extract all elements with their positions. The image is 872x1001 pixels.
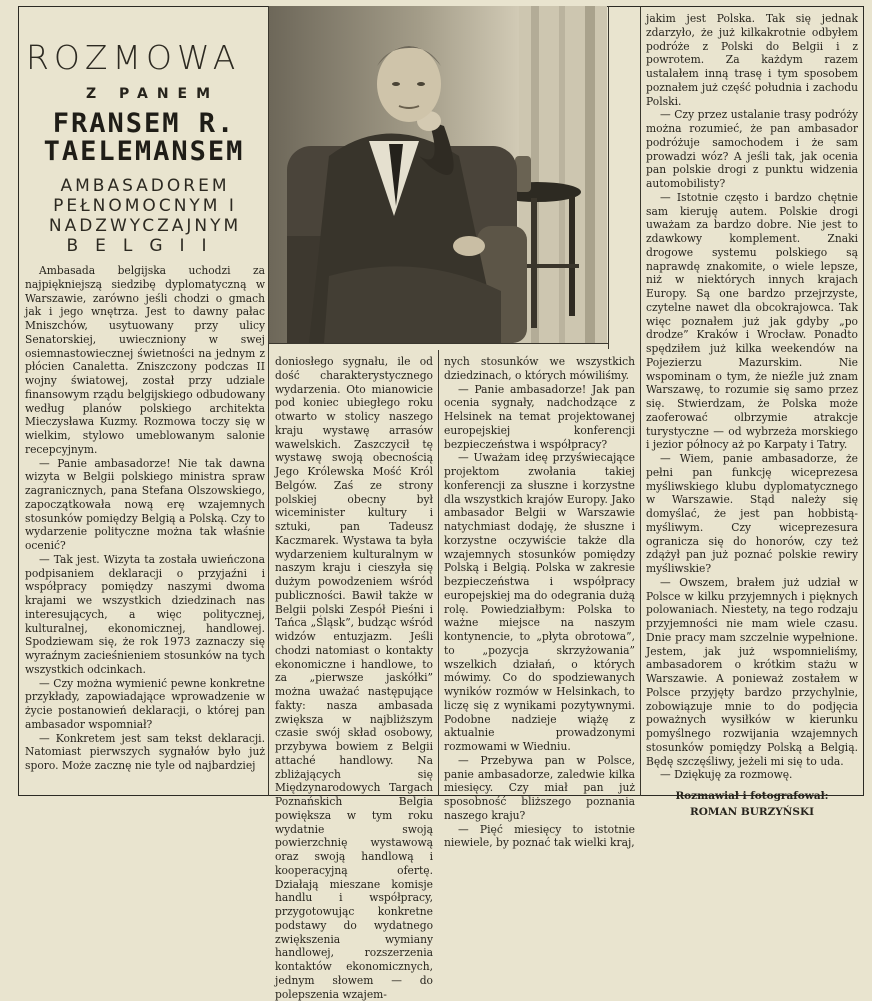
closing-line: — Dziękuję za rozmowę.	[660, 768, 793, 782]
answer-paragraph: — Konkretem jest sam tekst deklaracji. Natomiast pierwszych sygnałów było już sporo. Może zacznę nie tyle od najbardziej	[25, 731, 265, 772]
headline-name-2: TAELEMANSEM	[43, 136, 245, 167]
photo-rule	[268, 343, 608, 344]
question-paragraph: — Panie ambasadorze! Jak pan ocenia sygnały, nadchodzące z Helsinek na temat projektowanej europejskiej konferencji bezpieczeństwa i współpracy?	[444, 382, 635, 451]
byline-label: Rozmawiał i fotografował:	[675, 790, 829, 802]
subheading-line-2: PEŁNOMOCNYM I	[53, 196, 237, 216]
question-paragraph: — Panie ambasadorze! Nie tak dawna wizyta w Belgii polskiego ministra spraw zagranicznych, pana Stefana Olszowskiego, zapoczątkowała nową erę wzajemnych stosunków pomiędzy Belgią a Polską. Czy to wydarzenie polityczne można tak właśnie ocenić?	[25, 456, 265, 552]
text-column-4	[646, 12, 858, 820]
kicker-subtitle: Z PANEM	[86, 86, 220, 102]
answer-paragraph: doniosłego sygnału, ile od dość charakterystycznego wydarzenia. Oto mianowicie pod koniec ubiegłego roku otwarto w stolicy naszego kraju wystawę arrasów wawelskich. Zaszczycił tę wystawę swoją obecnością Jego Królewska Mość Król Belgów. Zaś ze strony polskiej obecny był wiceminister kultury i sztuki, pan Tadeusz Kaczmarek. Wystawa ta była wydarzeniem kulturalnym w naszym kraju i cieszyła się dużym powodzeniem wśród publiczności. Bawił także w Belgii polski Zespół Pieśni i Tańca „Śląsk”, budząc wśród widzów entuzjazm. Jeśli chodzi natomiast o kontakty ekonomiczne i handlowe, to za „pierwsze jaskółki” można uważać następujące fakty: nasza ambasada zwiększa w najbliższym czasie swój skład osobowy, przybywa bowiem z Belgii attaché handlowy. Na zbliżających się Międzynarodowych Targach Poznańskich Belgia powiększa w tym roku wydatnie swoją powierzchnię wystawową oraz swoją handlową i kooperacyjną ofertę. Działają mieszane komisje handlu i współpracy, przygotowując konkretne podstawy do wydatnego zwiększenia wymiany handlowej, rozszerzenia kontaktów ekonomicznych, jednym słowem — do polepszenia wzajem-	[275, 355, 433, 1001]
answer-paragraph: jakim jest Polska. Tak się jednak zdarzyło, że już kilkakrotnie odbyłem podróże z Polski do Belgii i z powrotem. Za każdym razem ustalałem inną trasę i tym sposobem poznałem już część południa i zachodu Polski.	[646, 12, 858, 108]
subheading-line-3: NADZWYCZAJNYM	[48, 216, 242, 236]
answer-paragraph: — Istotnie często i bardzo chętnie sam kieruję autem. Polskie drogi uważam za bardzo dobre. Nie jest to zdawkowy komplement. Znaki drogowe systemu polskiego są naprawdę znakomite, o wiele lepsze, niż w niektórych innych krajach Europy. Są one bardzo przejrzyste, czytelne nawet dla obcokrajowca. Tak więc poznałem już jak gdyby „po drodze” Kraków i Wrocław. Ponadto spędziłem już kilka weekendów na Pojezierzu Mazurskim. Nie wspominam o tym, że nieźle już znam Warszawę, to rozumie się samo przez się. Stwierdzam, że Polska może zaoferować olbrzymie atrakcje turystyczne — od wybrzeża morskiego i jezior północy aż po Karpaty i Tatry.	[646, 190, 858, 452]
text-column-3	[444, 355, 635, 850]
column-rule	[640, 6, 641, 796]
kicker-title: ROZMOWA	[26, 38, 241, 77]
text-column-1	[25, 264, 265, 773]
portrait-illustration	[269, 6, 607, 343]
answer-paragraph: — Owszem, brałem już udział w Polsce w kilku przyjemnych i pięknych polowaniach. Niestety, na tego rodzaju przyjemności nie mam wiele czasu. Dnie pracy mam szczelnie wypełnione. Jestem, jak już wspomnieliśmy, ambasadorem o krótkim stażu w Warszawie. A ponieważ zostałem w Polsce przyjęty bardzo przychylnie, zobowiązuje mnie to do podjęcia poważnych wysiłków w kierunku pomyślnego rozwijania wzajemnych stosunków pomiędzy Polską a Belgią. Będę szczęśliwy, jeżeli mi się to uda.	[646, 575, 858, 768]
question-paragraph: — Przebywa pan w Polsce, panie ambasadorze, zaledwie kilka miesięcy. Czy miał pan już sposobność bliższego poznania naszego kraju?	[444, 753, 635, 822]
subheading-line-1: AMBASADOREM	[60, 176, 230, 196]
column-rule	[608, 6, 609, 349]
question-paragraph: — Czy przez ustalanie trasy podróży można rozumieć, że pan ambasador podróżuje samochodem i że sam prowadzi wóz? A jeśli tak, jak ocenia pan polskie drogi z punktu widzenia automobilisty?	[646, 108, 858, 190]
answer-paragraph: — Uważam ideę przyświecające projektom zwołania takiej konferencji za słuszne i korzystne dla wszystkich krajów Europy. Jako ambasador Belgii w Warszawie natychmiast dodaję, że słuszne i korzystne oczywiście także dla wzajemnych stosunków pomiędzy Polską i Belgią. Polska w zakresie bezpieczeństwa i współpracy europejskiej ma do odegrania dużą rolę. Powiedziałbym: Polska to ważne miejsce na naszym kontynencie, to „płyta obrotowa”, to „pozycja skrzyżowania” wszelkich działań, o których mówimy. Co do spodziewanych wyników rozmów w Helsinkach, to liczę się z wynikami pozytywnymi. Podobne nadzieje wiążę z aktualnie prowadzonymi rozmowami w Wiedniu.	[444, 451, 635, 753]
headline-name-1: FRANSEM R.	[52, 108, 236, 139]
question-paragraph: — Wiem, panie ambasadorze, że pełni pan funkcję wiceprezesa myśliwskiego klubu dyplomatycznego w Warszawie. Stąd należy się domyślać, że jest pan hobbistą-myśliwym. Czy wiceprezesura ogranicza się do honorów, czy też zdążył pan już poznać polskie rewiry myśliwskie?	[646, 452, 858, 575]
ambassador-photo	[269, 6, 607, 343]
question-paragraph: — Czy można wymienić pewne konkretne przykłady, zapowiadające wprowadzenie w życie postanowień deklaracji, o której pan ambasador wspomniał?	[25, 676, 265, 731]
column-rule	[438, 350, 439, 796]
answer-paragraph: — Pięć miesięcy to istotnie niewiele, by poznać tak wielki kraj,	[444, 822, 635, 850]
intro-paragraph: Ambasada belgijska uchodzi za najpiękniejszą siedzibę dyplomatyczną w Warszawie, zarówno jeśli chodzi o gmach jak i jego wnętrza. Jest to dawny pałac Mniszchów, usytuowany przy ulicy Senatorskiej, uwieczniony w swej osiemnastowiecznej świetności na jednym z płócien Canaletta. Zniszczony podczas II wojny światowej, został przy udziale finansowym rządu belgijskiego odbudowany według planów polskiego architekta Mieczysława Kuzmy. Rozmowa toczy się w wielkim, stylowo umeblowanym salonie recepcyjnym.	[25, 264, 265, 456]
text-column-2	[275, 355, 433, 1001]
byline-author: ROMAN BURZYŃSKI	[689, 806, 815, 818]
answer-paragraph: nych stosunków we wszystkich dziedzinach, o których mówiliśmy.	[444, 355, 635, 382]
subheading-line-4: BELGII	[66, 236, 224, 256]
answer-paragraph: — Tak jest. Wizyta ta została uwieńczona podpisaniem deklaracji o przyjaźni i współpracy pomiędzy naszymi dwoma krajami we wszystkich dziedzinach nas interesujących, a więc politycznej, kulturalnej, ekonomicznej, handlowej. Spodziewam się, że rok 1973 zaznaczy się wyraźnym zacieśnieniem stosunków na tych wszystkich odcinkach.	[25, 552, 265, 676]
